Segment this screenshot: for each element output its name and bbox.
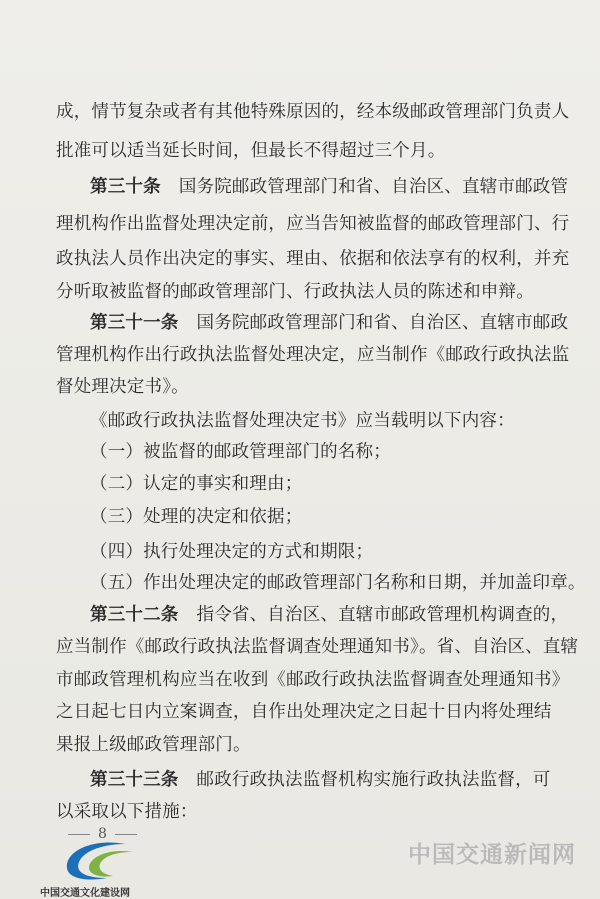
article-31 [90, 313, 568, 333]
list-item: （四）执行处理决定的方式和期限； [90, 542, 374, 562]
text-line: 管理机构作出行政执法监督处理决定，应当制作《邮政行政执法监 [56, 345, 570, 365]
watermark: 中国交通新闻网 [408, 842, 576, 868]
text-line: 应当制作《邮政行政执法监督调查处理通知书》。省、自治区、直辖 [56, 637, 579, 657]
list-item: （二）认定的事实和理由； [90, 474, 303, 494]
text-line: 分听取被监督的邮政管理部门、行政执法人员的陈述和申辩。 [56, 282, 534, 302]
text-line: 国务院邮政管理部门和省、自治区、直辖市邮政管 [178, 177, 569, 197]
text-line: 市邮政管理机构应当在收到《邮政行政执法监督调查处理通知书》 [56, 670, 570, 690]
list-item: （一）被监督的邮政管理部门的名称； [90, 442, 391, 462]
article-30 [90, 177, 568, 197]
article-heading: 第三十一条 [90, 313, 179, 333]
text-line: 之日起七日内立案调查，自作出处理决定之日起十日内将处理结 [56, 702, 552, 722]
list-item: （三）处理的决定和依据； [90, 507, 303, 527]
text-line: 督处理决定书》。 [56, 377, 189, 397]
logo-text: 中国交通文化建设网 [40, 888, 130, 899]
article-heading: 第三十三条 [90, 770, 179, 790]
text-line: 邮政行政执法监督机构实施行政执法监督，可 [196, 770, 551, 790]
text-line: 果报上级邮政管理部门。 [56, 735, 251, 755]
text-line: 政执法人员作出决定的事实、理由、依据和依法享有的权利，并充 [56, 249, 570, 269]
text-line: 批准可以适当延长时间，但最长不得超过三个月。 [56, 141, 446, 161]
swoosh-logo-icon [55, 838, 145, 884]
text-line: 以采取以下措施： [56, 802, 198, 822]
text-line: 成，情节复杂或者有其他特殊原因的，经本级邮政管理部门负责人 [56, 102, 570, 122]
text-line: 国务院邮政管理部门和省、自治区、直辖市邮政 [196, 313, 569, 333]
article-33 [90, 770, 551, 790]
page-number: 8 [60, 826, 145, 842]
text-line: 理机构作出监督处理决定前，应当告知被监督的邮政管理部门、行 [56, 214, 570, 234]
text-line: 《邮政行政执法监督处理决定书》应当载明以下内容： [90, 411, 515, 431]
article-heading: 第三十条 [90, 177, 161, 197]
article-heading: 第三十二条 [90, 605, 179, 625]
article-32 [90, 605, 568, 625]
text-line: 指令省、自治区、直辖市邮政管理机构调查的， [196, 605, 569, 625]
list-item: （五）作出处理决定的邮政管理部门名称和日期，并加盖印章。 [90, 573, 586, 593]
